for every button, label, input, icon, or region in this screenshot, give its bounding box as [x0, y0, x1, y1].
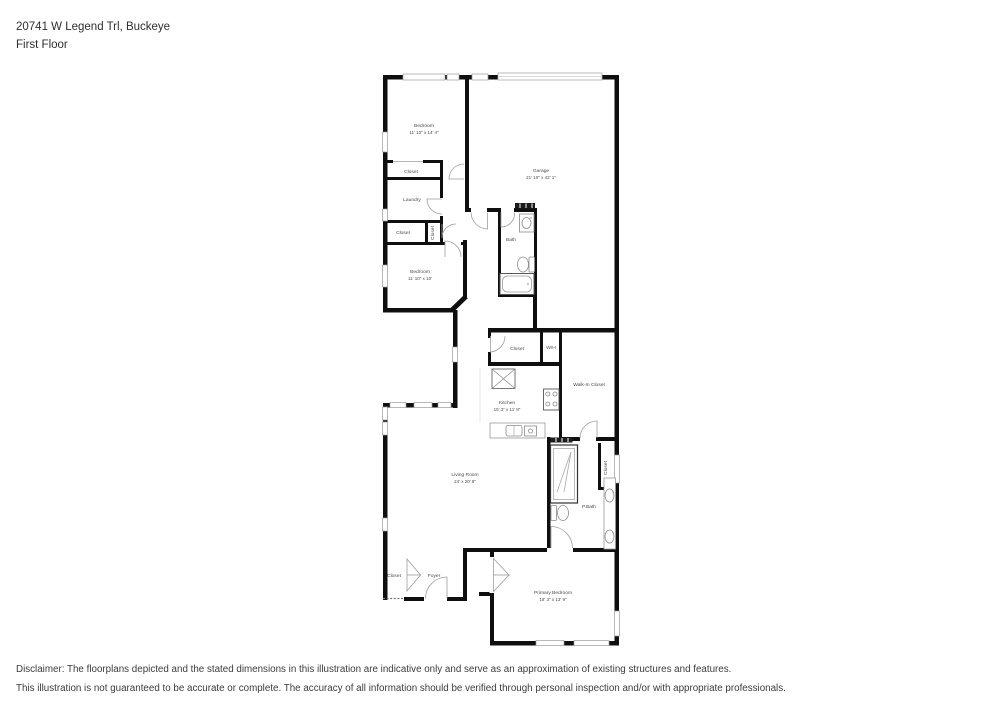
room-label-foyer: Foyer	[427, 574, 441, 579]
disclaimer-line-1: Disclaimer: The floorplans depicted and the stated dimensions in this illustration are indicative only and serve as an approximation of existing structures and features.	[16, 664, 732, 675]
room-label-living-room: Living Room 24' x 20' 9"	[451, 473, 479, 484]
room-label-primary-bedroom: Primary Bedroom 18' 3" x 13' 9"	[533, 591, 573, 602]
shower-fixture	[551, 445, 578, 503]
room-label-closet-hall-small: Closet	[431, 226, 436, 240]
address-title: 20741 W Legend Trl, Buckeye	[16, 21, 171, 33]
kitchen-counter-sink	[490, 423, 545, 438]
pbath-toilet-fixture	[551, 506, 569, 521]
room-label-primary-bath: P.Bath	[581, 505, 597, 510]
room-label-laundry: Laundry	[403, 198, 421, 203]
pbath-vanity-sinks	[604, 478, 616, 549]
room-label-kitchen: Kitchen 15' 3" x 11' 8"	[493, 401, 521, 412]
room-label-bedroom-1: Bedroom 11' 10" x 14' 4"	[409, 124, 439, 135]
room-label-bedroom-2: Bedroom 11' 10" x 10'	[408, 270, 432, 281]
room-label-bath: Bath	[505, 238, 517, 243]
disclaimer-line-2: This illustration is not guaranteed to be accurate or complete. The accuracy of all information should be verified through personal inspection and/or with appropriate professionals.	[16, 683, 786, 694]
room-label-closet-pbath: Closet	[604, 461, 609, 475]
stove-fixture	[544, 389, 560, 410]
room-label-closet-hall: Closet	[396, 231, 410, 236]
garage-step	[515, 203, 535, 209]
disclaimer	[16, 660, 786, 698]
room-label-water-heater: W/H	[546, 346, 556, 351]
bathtub-fixture	[500, 274, 534, 295]
floor-label: First Floor	[16, 39, 68, 51]
room-label-walk-in-closet: Walk-In Closet	[573, 383, 605, 388]
room-label-garage: Garage 21' 10" x 42' 1"	[526, 169, 556, 180]
floor-threshold	[551, 438, 573, 443]
room-label-closet-bedroom-1: Closet	[404, 170, 418, 175]
room-label-closet-foyer: Closet	[387, 574, 401, 579]
garage-door	[498, 73, 602, 80]
bath-toilet-fixture	[518, 257, 535, 272]
bath-sink-fixture	[520, 214, 535, 232]
primary-bedroom-double-door	[494, 559, 510, 592]
pantry-cabinet-icon	[492, 369, 515, 389]
bedroom1-closet-slider	[393, 160, 423, 164]
room-label-closet-mid: Closet	[510, 347, 524, 352]
foyer-closet-double-door	[407, 559, 421, 591]
